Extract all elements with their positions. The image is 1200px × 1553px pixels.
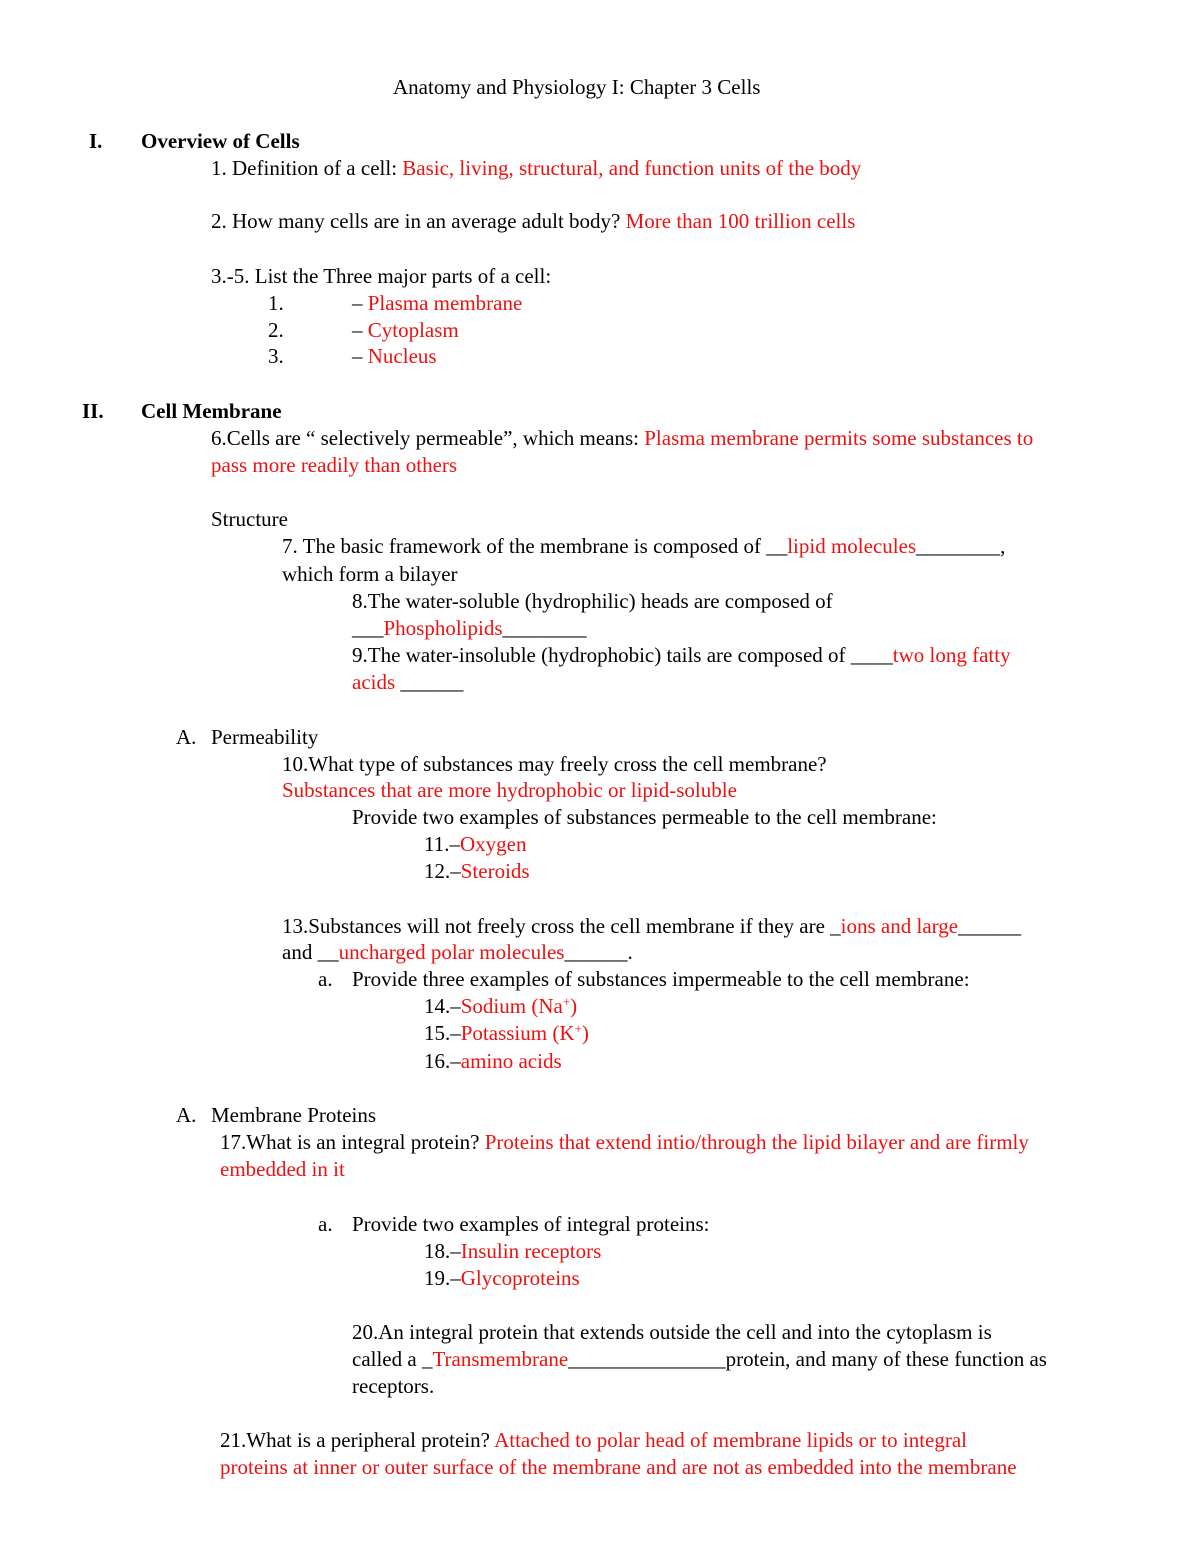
cell-part-answer [352, 343, 437, 369]
blank: ______ [958, 914, 1022, 938]
question-6-answer: Plasma membrane permits some substances to [644, 426, 1034, 450]
cell-part-number: 3. [268, 344, 284, 368]
question-13-answer-2: uncharged polar molecules [338, 940, 565, 964]
cell-part-answer-text: Nucleus [367, 344, 437, 368]
question-15 [424, 1020, 589, 1046]
question-8-answer: Phospholipids [383, 616, 503, 640]
question-20-line-2 [352, 1346, 1047, 1372]
question-7-cont: which form a bilayer [282, 562, 458, 586]
paren: ) [581, 1021, 589, 1045]
question-20-line-3: receptors. [352, 1374, 435, 1398]
cell-part-item [268, 290, 284, 316]
section-2-heading: Cell Membrane [141, 399, 282, 423]
membrane-proteins-heading: Membrane Proteins [211, 1103, 377, 1127]
blank: ______. [564, 940, 633, 964]
question-14 [424, 993, 577, 1019]
cell-part-item [268, 317, 284, 343]
question-6 [211, 425, 1033, 451]
question-18 [424, 1238, 601, 1264]
question-21 [220, 1427, 967, 1453]
structure-subheading: Structure [211, 507, 288, 531]
question-13-answer-1: ions and large [840, 914, 959, 938]
cell-part-answer [352, 317, 459, 343]
question-13-cont [282, 939, 633, 965]
cell-part-answer-text: Plasma membrane [367, 291, 523, 315]
section-1-numeral: I. [89, 129, 103, 153]
question-10-answer: Substances that are more hydrophobic or lipid-soluble [282, 778, 737, 802]
blank: _ [830, 914, 841, 938]
question-12-answer: Steroids [460, 859, 530, 883]
conjunction: and [282, 940, 313, 964]
dash: – [352, 344, 363, 368]
question-20-suffix: _______________protein, and many of these function as [568, 1347, 1047, 1371]
question-14-answer [461, 994, 577, 1018]
question-number: 12.– [424, 859, 461, 883]
question-21-answer-cont: proteins at inner or outer surface of the membrane and are not as embedded into the membrane [220, 1455, 1017, 1479]
cell-part-answer-text: Cytoplasm [367, 318, 459, 342]
blank: ________, [916, 534, 1006, 558]
question-6-answer-cont: pass more readily than others [211, 453, 458, 477]
question-2-prompt: 2. How many cells are in an average adult body? [211, 209, 621, 233]
answer-text: Sodium (Na [460, 994, 563, 1018]
subsection-letter: A. [176, 1103, 197, 1127]
answer-text: Potassium (K [460, 1021, 575, 1045]
question-1-prompt: 1. Definition of a cell: [211, 156, 398, 180]
question-21-prompt: 21.What is a peripheral protein? [220, 1428, 490, 1452]
question-1 [211, 155, 861, 181]
impermeable-examples-prompt: Provide three examples of substances impermeable to the cell membrane: [352, 967, 970, 991]
question-9-prompt: 9.The water-insoluble (hydrophobic) tails are composed of [352, 643, 846, 667]
question-12 [424, 858, 530, 884]
blank: __ [766, 534, 788, 558]
question-11-answer: Oxygen [459, 832, 527, 856]
cell-part-number: 2. [268, 318, 284, 342]
question-17-answer: Proteins that extend intio/through the lipid bilayer and are firmly [484, 1130, 1029, 1154]
question-16-answer: amino acids [460, 1049, 562, 1073]
blank: ______ [395, 670, 464, 694]
question-7-answer: lipid molecules [787, 534, 917, 558]
question-3-5-prompt: 3.-5. List the Three major parts of a cell: [211, 264, 552, 288]
question-20-prefix: called a _ [352, 1347, 433, 1371]
question-7 [282, 533, 1005, 559]
question-number: 14.– [424, 994, 461, 1018]
question-21-answer: Attached to polar head of membrane lipids or to integral [494, 1428, 968, 1452]
cell-part-item [268, 343, 284, 369]
section-1-heading: Overview of Cells [141, 129, 300, 153]
dash: – [352, 291, 363, 315]
section-2-numeral: II. [82, 399, 104, 423]
question-10-prompt: 10.What type of substances may freely cross the cell membrane? [282, 752, 827, 776]
question-number: 11.– [424, 832, 460, 856]
cell-part-answer [352, 290, 522, 316]
question-16 [424, 1048, 562, 1074]
blank: ____ [850, 643, 893, 667]
question-17 [220, 1129, 1029, 1155]
sub-item-letter: a. [318, 967, 333, 991]
dash: – [352, 318, 363, 342]
question-17-prompt: 17.What is an integral protein? [220, 1130, 480, 1154]
question-11 [424, 831, 526, 857]
question-19 [424, 1265, 580, 1291]
charge-superscript: + [562, 994, 571, 1009]
question-7-prompt: 7. The basic framework of the membrane is composed of [282, 534, 761, 558]
blank: ___ [352, 616, 384, 640]
question-20-line-1: 20.An integral protein that extends outside the cell and into the cytoplasm is [352, 1320, 992, 1344]
page-title: Anatomy and Physiology I: Chapter 3 Cells [393, 75, 761, 99]
question-19-answer: Glycoproteins [460, 1266, 580, 1290]
question-9-answer: two long fatty [892, 643, 1011, 667]
cell-part-number: 1. [268, 291, 284, 315]
question-9-answer-cont: acids [352, 670, 396, 694]
question-2-answer: More than 100 trillion cells [625, 209, 856, 233]
question-13-prompt: 13.Substances will not freely cross the cell membrane if they are [282, 914, 825, 938]
paren: ) [570, 994, 578, 1018]
question-17-answer-cont: embedded in it [220, 1157, 345, 1181]
charge-superscript: + [574, 1021, 582, 1036]
integral-examples-prompt: Provide two examples of integral proteins: [352, 1212, 710, 1236]
question-number: 19.– [424, 1266, 461, 1290]
question-9 [352, 642, 1011, 668]
permeability-heading: Permeability [211, 725, 319, 749]
question-number: 15.– [424, 1021, 461, 1045]
question-6-prompt: 6.Cells are “ selectively permeable”, which means: [211, 426, 639, 450]
question-number: 18.– [424, 1239, 461, 1263]
blank: ________ [502, 616, 587, 640]
question-8-answer-line [352, 615, 587, 641]
sub-item-letter: a. [318, 1212, 333, 1236]
question-number: 16.– [424, 1049, 461, 1073]
question-18-answer: Insulin receptors [460, 1239, 602, 1263]
question-2 [211, 208, 855, 234]
question-8-prompt: 8.The water-soluble (hydrophilic) heads are composed of [352, 589, 833, 613]
blank: __ [317, 940, 339, 964]
permeable-examples-prompt: Provide two examples of substances permeable to the cell membrane: [352, 805, 937, 829]
question-9-cont [352, 669, 463, 695]
question-13 [282, 913, 1021, 939]
subsection-letter: A. [176, 725, 197, 749]
question-1-answer: Basic, living, structural, and function units of the body [402, 156, 862, 180]
question-20-answer: Transmembrane [432, 1347, 569, 1371]
question-15-answer [461, 1021, 589, 1045]
